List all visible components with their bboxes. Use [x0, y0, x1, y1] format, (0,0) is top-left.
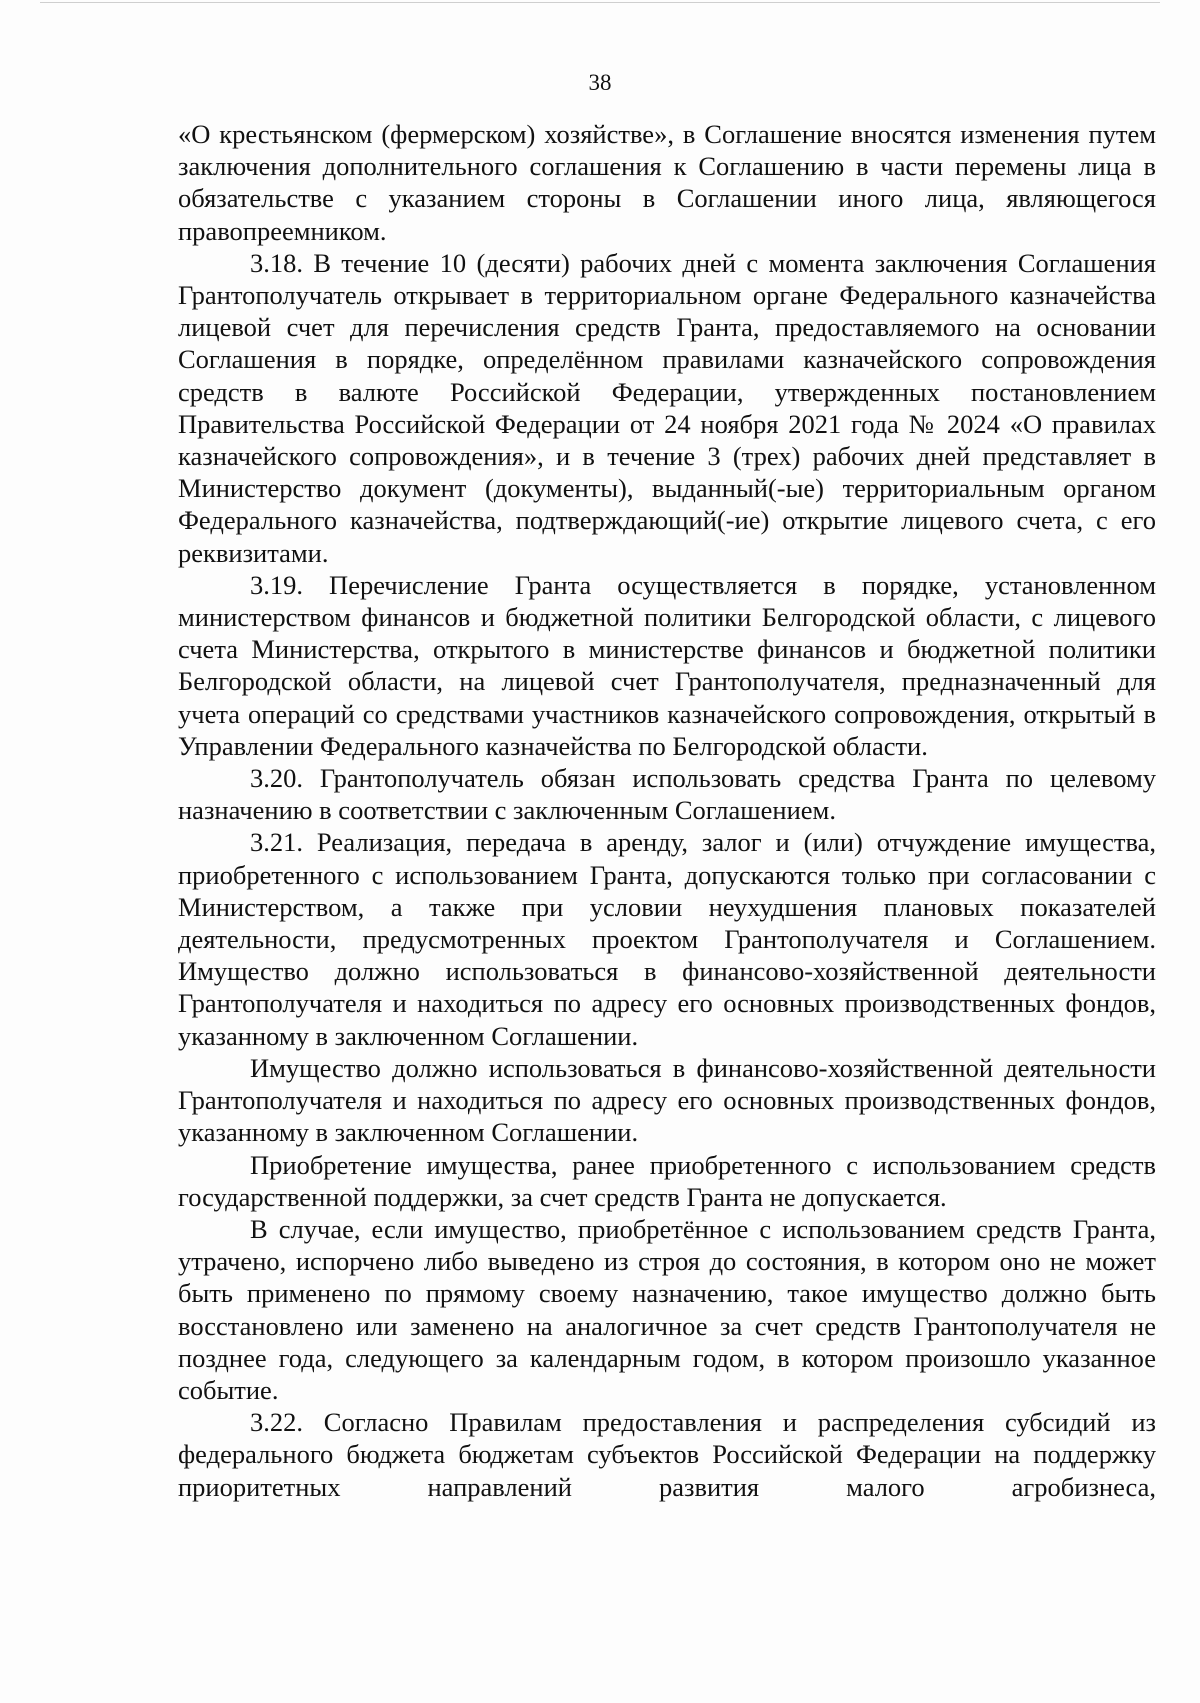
paragraph-3-18: 3.18. В течение 10 (десяти) рабочих дней с момента заключения Соглашения Грантополучатель открывает в территориальном органе Федерального казначейства лицевой счет для перечисления средств Гранта, предоставляемого на основании Соглашения в порядке, определённом правилами казначейского сопровождения средств в валюте Российской Федерации, утвержденных постановлением Правительства Российской Федерации от 24 ноября 2021 года № 2024 «О правилах казначейского сопровождения», и в течение 3 (трех) рабочих дней представляет в Министерство документ (документы), выданный(-ые) территориальным органом Федерального казначейства, подтверждающий(-ие) открытие лицевого счета, с его реквизитами.: [178, 247, 1156, 568]
paragraph-3-22: 3.22. Согласно Правилам предоставления и распределения субсидий из федерального бюджета бюджетам субъектов Российской Федерации на поддержку приоритетных направлений развития малого агробизнеса,: [178, 1407, 1156, 1502]
document-body: [178, 118, 1156, 1503]
paragraph-3-21: 3.21. Реализация, передача в аренду, залог и (или) отчуждение имущества, приобретенного с использованием Гранта, допускаются только при согласовании с Министерством, а также при условии неухудшения плановых показателей деятельности, предусмотренных проектом Грантополучателя и Соглашением. Имущество должно использоваться в финансово-хозяйственной деятельности Грантополучателя и находиться по адресу его основных производственных фондов, указанному в заключенном Соглашении.: [178, 827, 1156, 1051]
page-number: 38: [588, 70, 612, 95]
paragraph-property-use: Имущество должно использоваться в финансово-хозяйственной деятельности Грантополучателя и находиться по адресу его основных производственных фондов, указанному в заключенном Соглашении.: [178, 1052, 1156, 1148]
paragraph-3-20: 3.20. Грантополучатель обязан использовать средства Гранта по целевому назначению в соответствии с заключенным Соглашением.: [178, 763, 1156, 826]
paragraph-property-loss: В случае, если имущество, приобретённое с использованием средств Гранта, утрачено, испорчено либо выведено из строя до состояния, в котором оно не может быть применено по прямому своему назначению, такое имущество должно быть восстановлено или заменено на аналогичное за счет средств Грантополучателя не позднее года, следующего за календарным годом, в котором произошло указанное событие.: [178, 1213, 1156, 1405]
scan-edge-line: [40, 2, 1160, 3]
paragraph-continuation: «О крестьянском (фермерском) хозяйстве», в Соглашение вносятся изменения путем заключения дополнительного соглашения к Соглашению в части перемены лица в обязательстве с указанием стороны в Соглашении иного лица, являющегося правопреемником.: [178, 119, 1156, 246]
paragraph-property-acquisition: Приобретение имущества, ранее приобретенного с использованием средств государственной поддержки, за счет средств Гранта не допускается.: [178, 1149, 1156, 1212]
paragraph-3-19: 3.19. Перечисление Гранта осуществляется в порядке, установленном министерством финансов и бюджетной политики Белгородской области, с лицевого счета Министерства, открытого в министерстве финансов и бюджетной политики Белгородской области, на лицевой счет Грантополучателя, предназначенный для учета операций со средствами участников казначейского сопровождения, открытый в Управлении Федерального казначейства по Белгородской области.: [178, 569, 1156, 761]
